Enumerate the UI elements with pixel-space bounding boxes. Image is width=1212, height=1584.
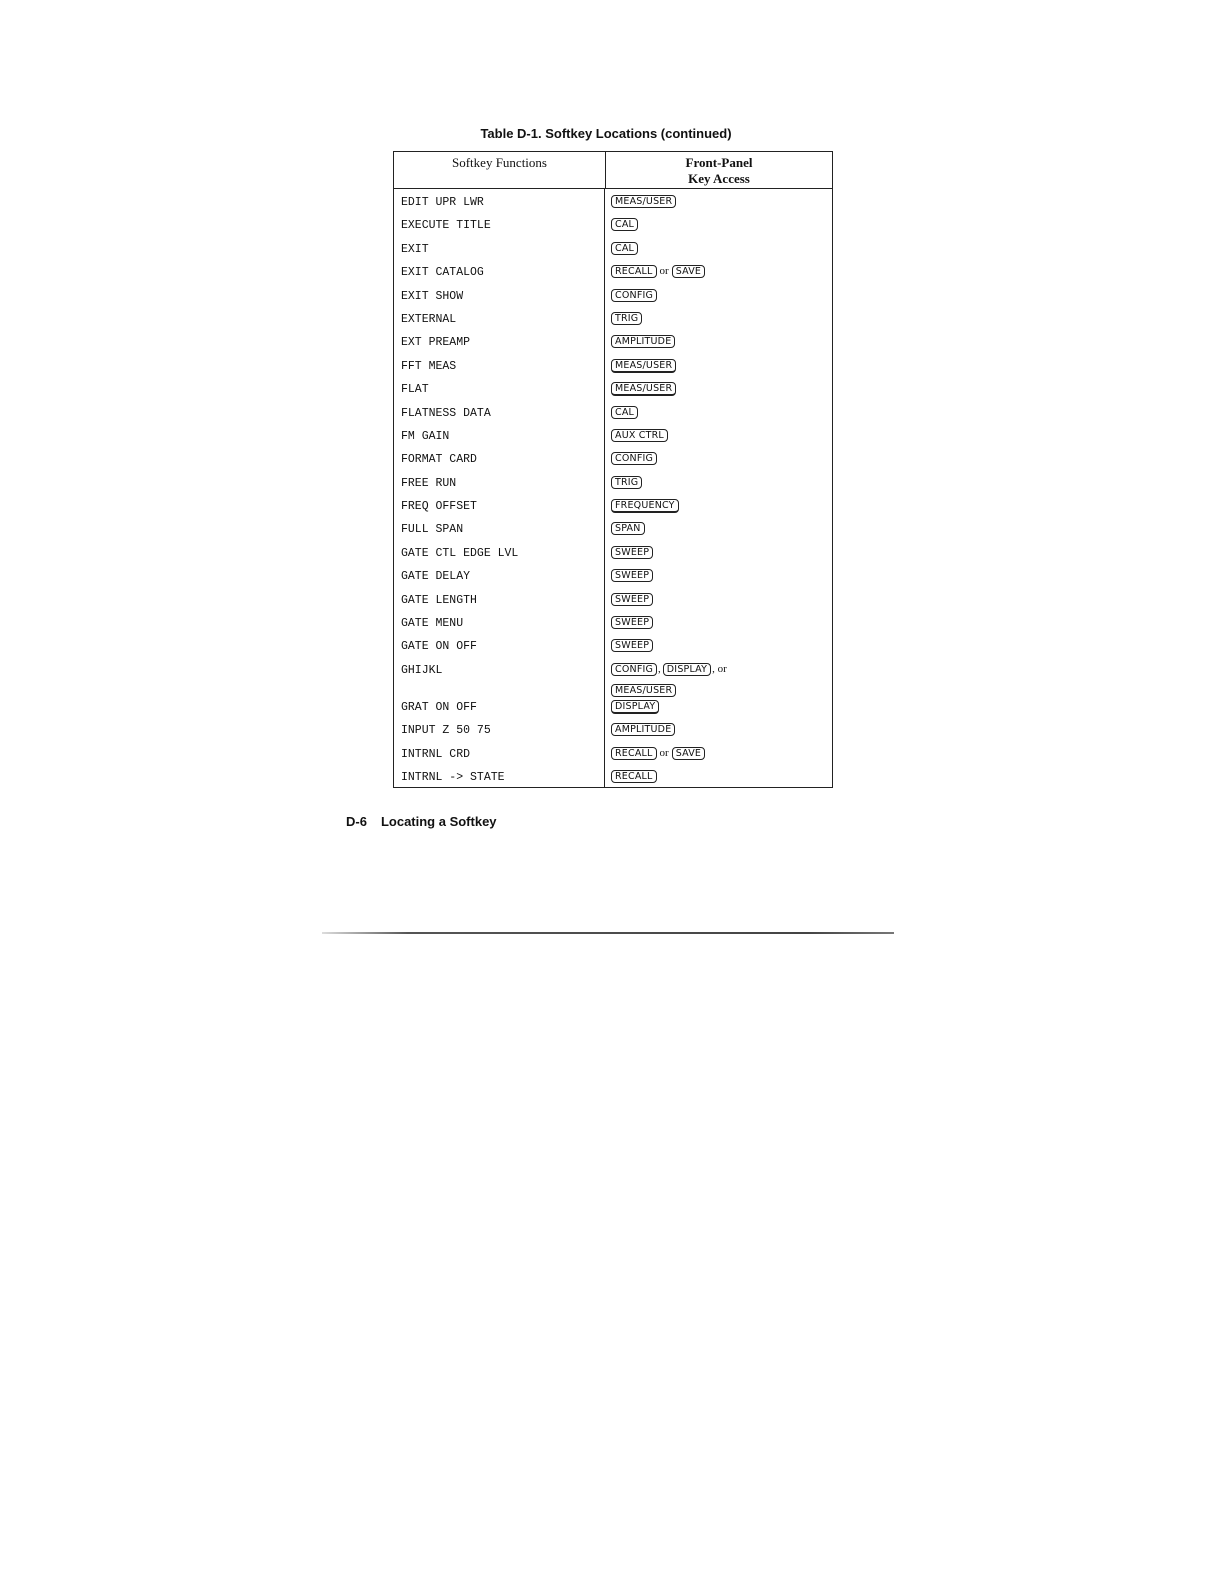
- front-panel-key: DISPLAY: [611, 700, 659, 714]
- softkey-function: FREE RUN: [394, 470, 605, 493]
- softkey-function: GATE DELAY: [394, 563, 605, 586]
- key-access: [605, 470, 832, 493]
- key-access: [605, 563, 832, 586]
- separator-text: , or: [712, 662, 727, 675]
- separator-text: or: [659, 265, 669, 278]
- softkey-function: FM GAIN: [394, 423, 605, 446]
- softkey-function: INTRNL -> STATE: [394, 764, 605, 787]
- page-number: D-6: [346, 814, 367, 829]
- key-access: [605, 764, 832, 787]
- separator-text: ,: [658, 662, 661, 675]
- key-access: [605, 516, 832, 539]
- front-panel-key: SWEEP: [611, 546, 653, 559]
- front-panel-key: MEAS/USER: [611, 684, 676, 697]
- key-access: [605, 446, 832, 469]
- key-access: [605, 353, 832, 376]
- table-row: [394, 212, 832, 235]
- table-row: [394, 657, 832, 694]
- table-row: [394, 764, 832, 787]
- table-row: [394, 470, 832, 493]
- key-access: [605, 657, 832, 694]
- header-softkey-functions: Softkey Functions: [394, 152, 606, 188]
- front-panel-key: SWEEP: [611, 639, 653, 652]
- key-access: [605, 329, 832, 352]
- softkey-function: FORMAT CARD: [394, 446, 605, 469]
- softkey-function: EXT PREAMP: [394, 329, 605, 352]
- softkey-function: EDIT UPR LWR: [394, 189, 605, 212]
- table-row: [394, 329, 832, 352]
- front-panel-key: CAL: [611, 406, 638, 419]
- front-panel-key: MEAS/USER: [611, 359, 676, 373]
- table-header: [394, 152, 832, 189]
- page-divider-rule: [322, 932, 894, 934]
- softkey-function: FULL SPAN: [394, 516, 605, 539]
- front-panel-key: AUX CTRL: [611, 429, 668, 442]
- key-access: [605, 306, 832, 329]
- table-row: [394, 610, 832, 633]
- front-panel-key: RECALL: [611, 770, 657, 783]
- front-panel-key: TRIG: [611, 476, 642, 489]
- key-access: [605, 400, 832, 423]
- key-access: [605, 610, 832, 633]
- softkey-function: FLAT: [394, 376, 605, 399]
- table-row: [394, 446, 832, 469]
- softkey-function: FLATNESS DATA: [394, 400, 605, 423]
- key-access: [605, 236, 832, 259]
- table-row: [394, 694, 832, 717]
- front-panel-key: CONFIG: [611, 289, 657, 302]
- front-panel-key: AMPLITUDE: [611, 335, 675, 348]
- front-panel-key: FREQUENCY: [611, 499, 679, 513]
- table-row: [394, 259, 832, 282]
- front-panel-key: SAVE: [672, 265, 705, 278]
- softkey-function: GHIJKL: [394, 657, 605, 694]
- softkey-function: EXIT: [394, 236, 605, 259]
- softkey-function: GRAT ON OFF: [394, 694, 605, 717]
- softkey-function: FFT MEAS: [394, 353, 605, 376]
- softkey-function: FREQ OFFSET: [394, 493, 605, 516]
- key-access: [605, 540, 832, 563]
- key-access: [605, 259, 832, 282]
- table-row: [394, 633, 832, 656]
- table-row: [394, 306, 832, 329]
- section-title: Locating a Softkey: [380, 814, 497, 829]
- softkey-function: GATE CTL EDGE LVL: [394, 540, 605, 563]
- table-row: [394, 283, 832, 306]
- table-row: [394, 563, 832, 586]
- front-panel-key: SWEEP: [611, 569, 653, 582]
- key-access: [605, 587, 832, 610]
- table-row: [394, 717, 832, 740]
- front-panel-key: MEAS/USER: [611, 195, 676, 208]
- softkey-function: GATE MENU: [394, 610, 605, 633]
- softkey-function: GATE LENGTH: [394, 587, 605, 610]
- front-panel-key: TRIG: [611, 312, 642, 325]
- key-access: [605, 376, 832, 399]
- key-access: [605, 423, 832, 446]
- key-access: [605, 717, 832, 740]
- softkey-function: EXECUTE TITLE: [394, 212, 605, 235]
- header-front-panel-key-access: Front-Panel Key Access: [685, 155, 753, 186]
- front-panel-key: AMPLITUDE: [611, 723, 675, 736]
- key-access: [605, 633, 832, 656]
- softkey-function: INPUT Z 50 75: [394, 717, 605, 740]
- key-access: [605, 283, 832, 306]
- table-row: [394, 493, 832, 516]
- key-access: [605, 212, 832, 235]
- softkey-function: EXIT SHOW: [394, 283, 605, 306]
- table-row: [394, 540, 832, 563]
- front-panel-key: DISPLAY: [663, 663, 711, 676]
- table-row: [394, 587, 832, 610]
- page-footer: [346, 814, 497, 829]
- front-panel-key: SAVE: [672, 747, 705, 760]
- front-panel-key: CONFIG: [611, 452, 657, 465]
- front-panel-key: SWEEP: [611, 616, 653, 629]
- key-access: [605, 694, 832, 717]
- table-caption: Table D-1. Softkey Locations (continued): [480, 126, 732, 141]
- softkey-function: EXTERNAL: [394, 306, 605, 329]
- table-row: [394, 741, 832, 764]
- front-panel-key: SWEEP: [611, 593, 653, 606]
- front-panel-key: MEAS/USER: [611, 382, 676, 396]
- front-panel-key: RECALL: [611, 747, 657, 760]
- table-row: [394, 516, 832, 539]
- softkey-function: EXIT CATALOG: [394, 259, 605, 282]
- softkey-table: [393, 151, 833, 788]
- front-panel-key: CAL: [611, 218, 638, 231]
- front-panel-key: SPAN: [611, 522, 645, 535]
- table-row: [394, 236, 832, 259]
- table-row: [394, 189, 832, 212]
- separator-text: or: [659, 746, 669, 759]
- key-access: [605, 189, 832, 212]
- table-row: [394, 400, 832, 423]
- softkey-function: GATE ON OFF: [394, 633, 605, 656]
- key-access: [605, 741, 832, 764]
- table-row: [394, 423, 832, 446]
- table-row: [394, 376, 832, 399]
- front-panel-key: CONFIG: [611, 663, 657, 676]
- softkey-function: INTRNL CRD: [394, 741, 605, 764]
- key-access: [605, 493, 832, 516]
- front-panel-key: CAL: [611, 242, 638, 255]
- front-panel-key: RECALL: [611, 265, 657, 278]
- table-row: [394, 353, 832, 376]
